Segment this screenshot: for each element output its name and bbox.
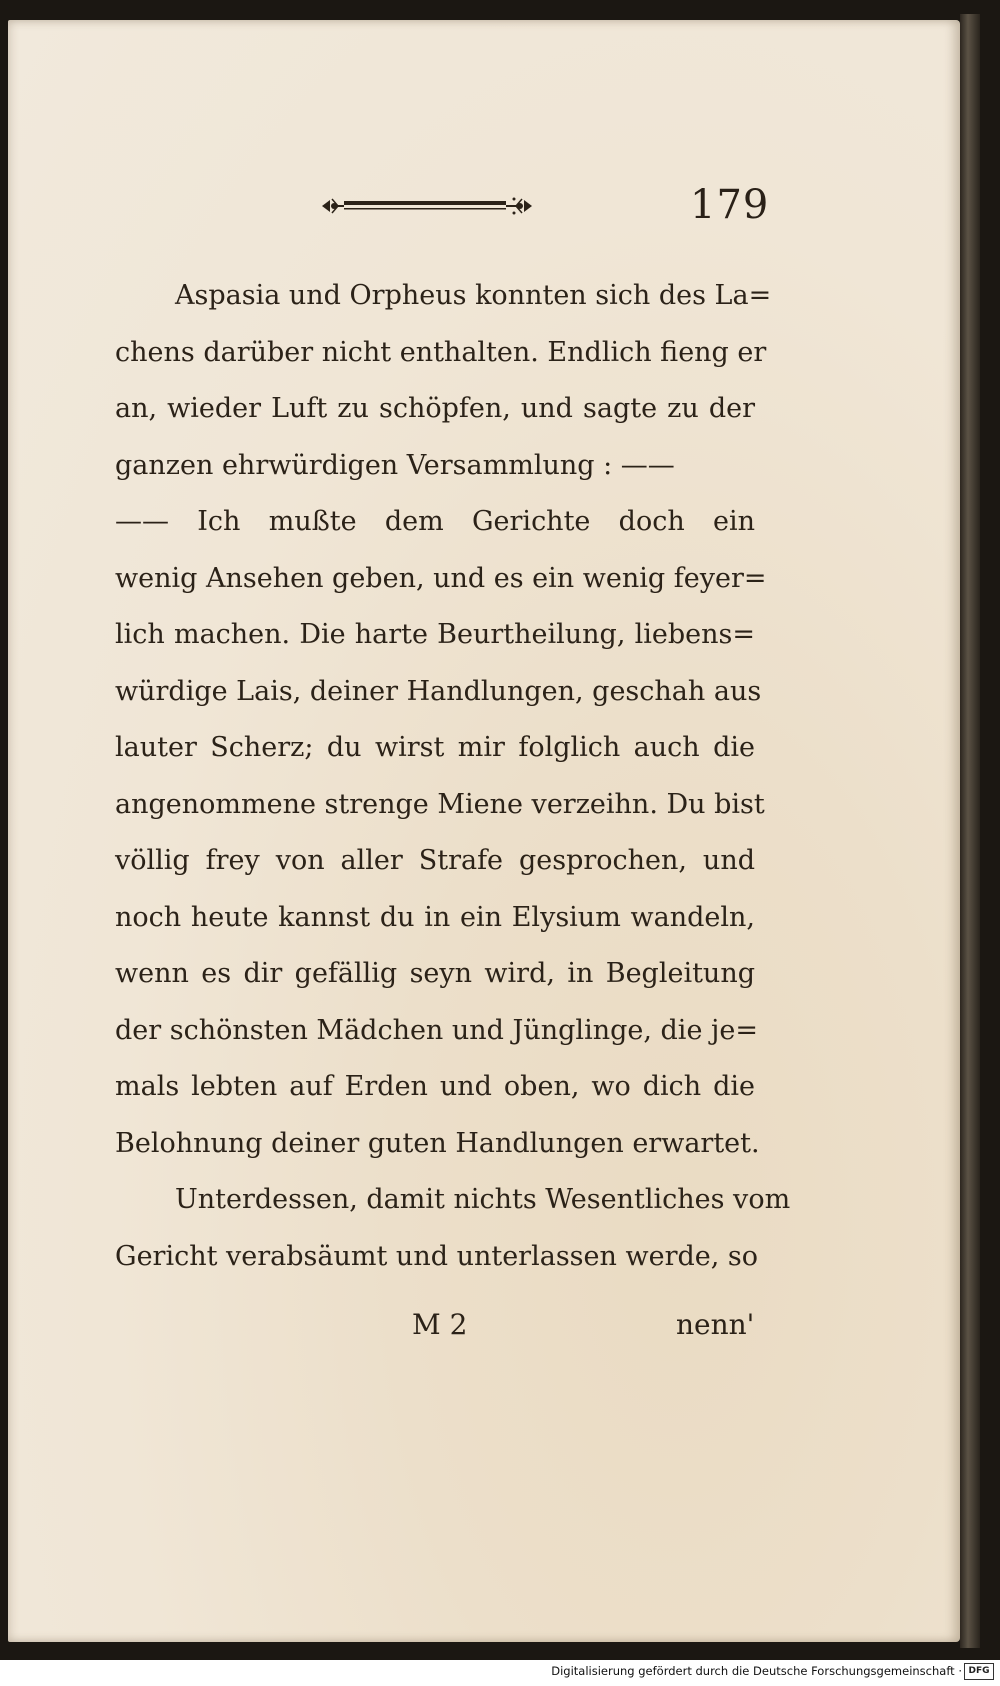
text-line: Gericht verabsäumt und unterlassen werde, so xyxy=(115,1240,759,1272)
text-line: wenn es dir gefällig seyn wird, in Begleitung xyxy=(115,958,755,989)
text-line: lauter Scherz; du wirst mir folglich auch die xyxy=(115,732,755,763)
text-line: —— Ich mußte dem Gerichte doch ein xyxy=(115,506,755,537)
text-line: Unterdessen, damit nichts Wesentliches vom xyxy=(175,1184,791,1215)
text-line: angenommene strenge Miene verzeihn. Du bist xyxy=(115,788,765,820)
book-page-edge xyxy=(960,14,980,1648)
text-line: der schönsten Mädchen und Jünglinge, die je= xyxy=(115,1014,758,1046)
text-line: Belohnung deiner guten Handlungen erwartet. xyxy=(115,1127,760,1159)
page-body-text xyxy=(115,268,791,1285)
dfg-logo-icon: DFG xyxy=(964,1663,994,1680)
text-line: mals lebten auf Erden und oben, wo dich die xyxy=(115,1071,755,1102)
signature-mark: M 2 xyxy=(412,1308,468,1341)
text-line: chens darüber nicht enthalten. Endlich fieng er xyxy=(115,336,767,368)
text-line: Aspasia und Orpheus konnten sich des La= xyxy=(175,280,772,311)
text-line: ganzen ehrwürdigen Versammlung : —— xyxy=(115,449,675,481)
text-line: würdige Lais, deiner Handlungen, geschah aus xyxy=(115,675,762,707)
text-line: völlig frey von aller Strafe gesprochen, und xyxy=(115,845,755,876)
funding-credit: Digitalisierung gefördert durch die Deutsche Forschungsgemeinschaft · xyxy=(551,1664,962,1678)
text-line: noch heute kannst du in ein Elysium wandeln, xyxy=(115,901,755,933)
text-line: lich machen. Die harte Beurtheilung, liebens= xyxy=(115,619,755,650)
catchword: nenn' xyxy=(676,1308,755,1341)
text-line: wenig Ansehen geben, und es ein wenig feyer= xyxy=(115,562,767,594)
text-line: an, wieder Luft zu schöpfen, und sagte zu der xyxy=(115,393,755,424)
page-number: 179 xyxy=(690,182,770,228)
header-ornament-icon xyxy=(318,196,536,216)
footer-bar xyxy=(0,1660,1000,1686)
